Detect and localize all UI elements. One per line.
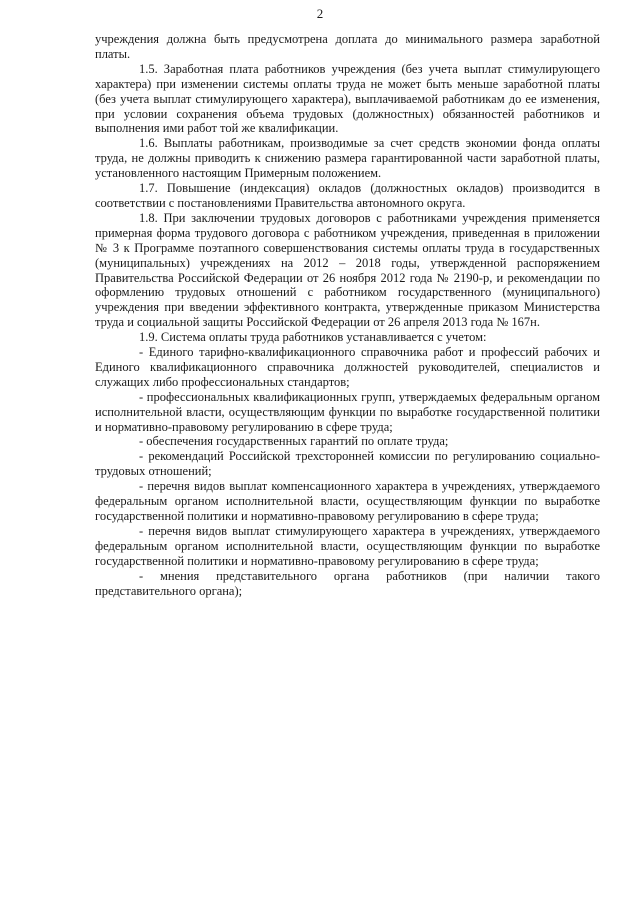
paragraph-1-5: 1.5. Заработная плата работников учреждения (без учета выплат стимулирующего характера) при изменении системы оплаты труда не может быть меньше заработной платы (без учета выплат стимулирующего характера), выплачиваемой работникам до ее изменения, при условии сохранения объема трудовых (должностных) обязанностей работников и выполнения ими работ той же квалификации. (95, 61, 600, 136)
paragraph-1-8: 1.8. При заключении трудовых договоров с работниками учреждения применяется примерная форма трудового договора с работником учреждения, приведенная в приложении № 3 к Программе поэтапного совершенствования системы оплаты труда в государственных (муниципальных) учреждениях на 2012 – 2018 годы, утвержденной распоряжением Правительства Российской Федерации от 26 ноября 2012 года № 2190-р, и рекомендации по оформлению трудовых отношений с работником государственного (муниципального) учреждения при введении эффективного контракта, утвержденные приказом Министерства труда и социальной защиты Российской Федерации от 26 апреля 2013 года № 167н. (95, 210, 600, 330)
list-item-representative-body: - мнения представительного органа работников (при наличии такого представительного органа); (95, 568, 600, 598)
list-item-state-guarantees: - обеспечения государственных гарантий по оплате труда; (139, 434, 449, 449)
paragraph-1-6: 1.6. Выплаты работникам, производимые за счет средств экономии фонда оплаты труда, не должны приводить к снижению размера гарантированной части заработной платы, установленного настоящим Примерным положением. (95, 136, 600, 181)
paragraph-continuation: учреждения должна быть предусмотрена доплата до минимального размера заработной платы. (95, 32, 600, 61)
list-item-tariff-handbook: - Единого тарифно-квалификационного справочника работ и профессий рабочих и Единого квалификационного справочника должностей руководителей, специалистов и служащих либо профессиональных стандартов; (95, 345, 600, 389)
paragraph-1-9: 1.9. Система оплаты труда работников устанавливается с учетом: (139, 330, 487, 345)
list-item-qualification-groups: - профессиональных квалификационных групп, утверждаемых федеральным органом исполнительной власти, осуществляющим функции по выработке государственной политики и нормативно-правовому регулированию в сфере труда; (95, 389, 600, 434)
list-item-tripartite-commission: - рекомендаций Российской трехсторонней комиссии по регулированию социально-трудовых отношений; (95, 449, 600, 479)
paragraph-1-7: 1.7. Повышение (индексация) окладов (должностных окладов) производится в соответствии с постановлениями Правительства автономного округа. (95, 181, 600, 210)
page-number: 2 (316, 6, 324, 21)
list-item-compensation-payments: - перечня видов выплат компенсационного характера в учреждениях, утверждаемого федеральным органом исполнительной власти, осуществляющим функции по выработке государственной политики и нормативно-правовому регулированию в сфере труда; (95, 479, 600, 523)
document-body (95, 32, 600, 598)
list-item-incentive-payments: - перечня видов выплат стимулирующего характера в учреждениях, утверждаемого федеральным органом исполнительной власти, осуществляющим функции по выработке государственной политики и нормативно-правовому регулированию в сфере труда; (95, 523, 600, 568)
